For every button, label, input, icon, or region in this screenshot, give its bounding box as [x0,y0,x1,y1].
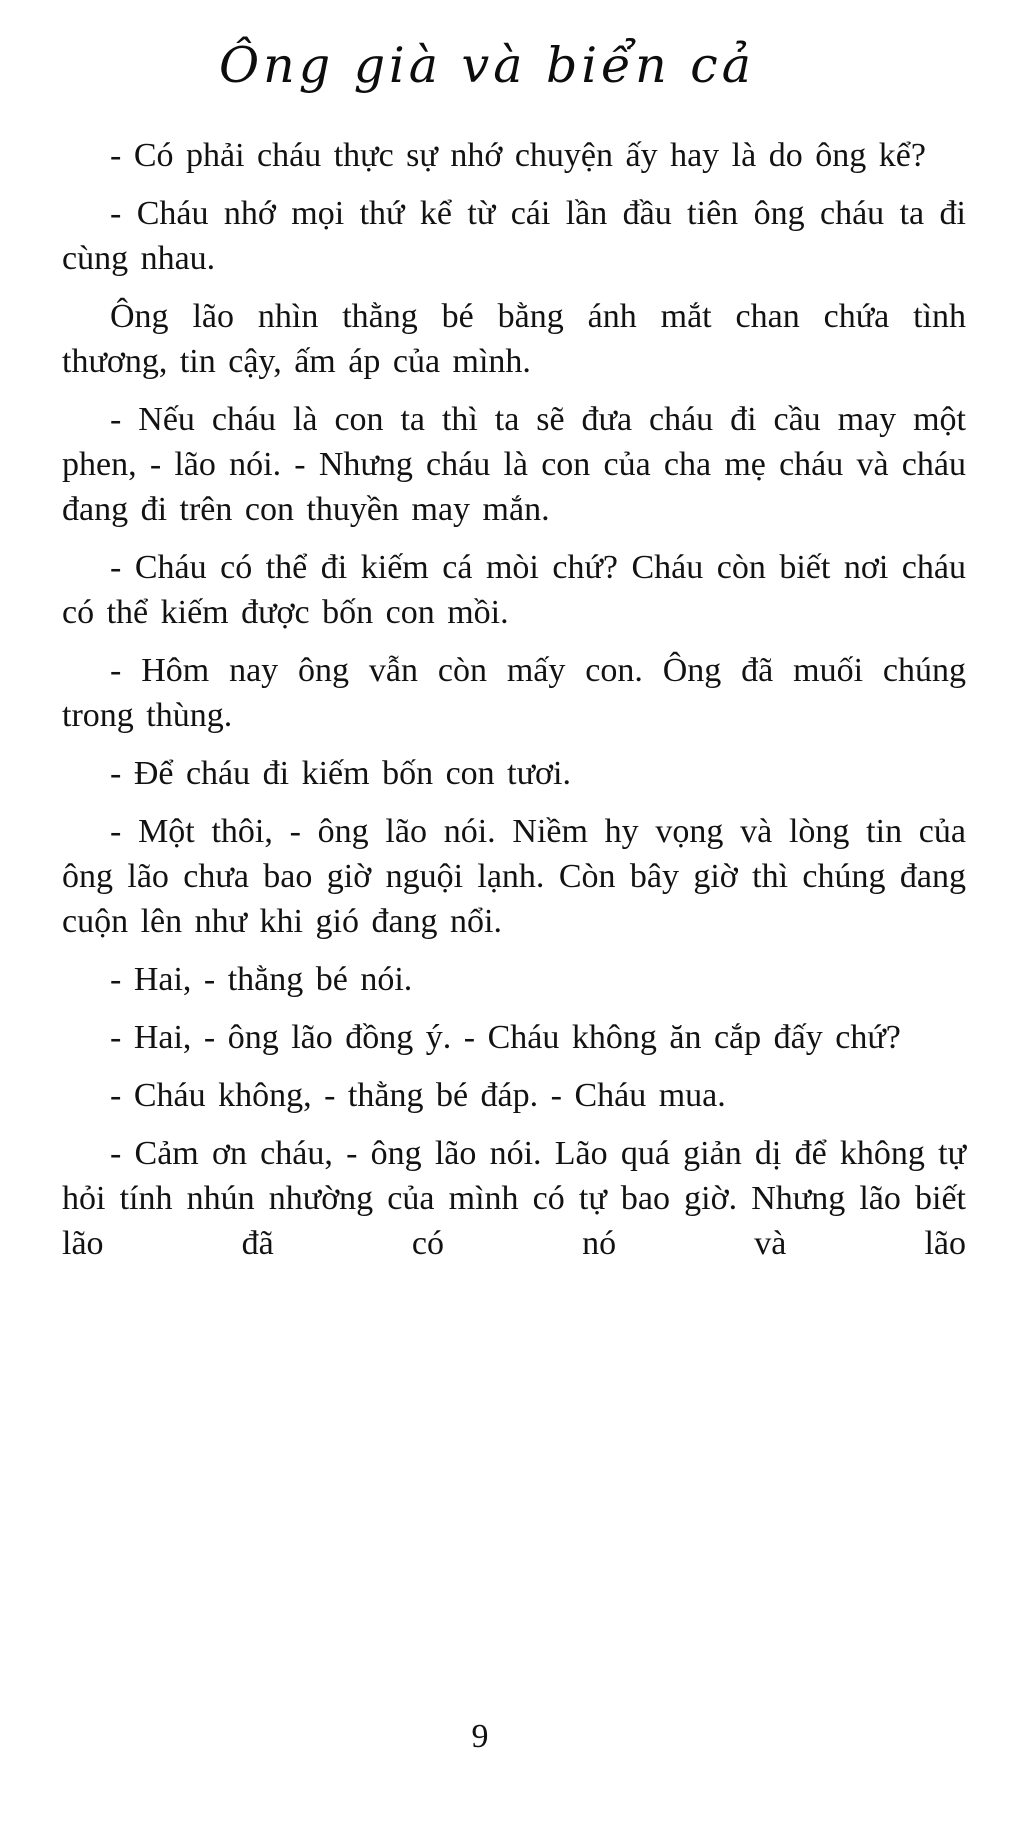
paragraph-6: - Hôm nay ông vẫn còn mấy con. Ông đã muối chúng trong thùng. [62,652,966,735]
paragraph-1: - Có phải cháu thực sự nhớ chuyện ấy hay là do ông kể? [110,137,926,175]
paragraph-8: - Một thôi, - ông lão nói. Niềm hy vọng và lòng tin của ông lão chưa bao giờ nguội lạnh. Còn bây giờ thì chúng đang cuộn lên như khi gió đang nổi. [62,813,966,941]
paragraph-9: - Hai, - thằng bé nói. [110,961,413,999]
paragraph-7: - Để cháu đi kiếm bốn con tươi. [110,755,571,793]
paragraph-4: - Nếu cháu là con ta thì ta sẽ đưa cháu đi cầu may một phen, - lão nói. - Nhưng cháu là con của cha mẹ cháu và cháu đang đi trên con thuyền may mắn. [62,401,966,529]
paragraph-5: - Cháu có thể đi kiếm cá mòi chứ? Cháu còn biết nơi cháu có thể kiếm được bốn con mồi. [62,549,966,632]
page-number: 9 [471,1718,489,1755]
paragraph-2: - Cháu nhớ mọi thứ kể từ cái lần đầu tiên ông cháu ta đi cùng nhau. [62,195,966,278]
paragraph-10: - Hai, - ông lão đồng ý. - Cháu không ăn cắp đấy chứ? [110,1019,901,1057]
paragraph-11: - Cháu không, - thằng bé đáp. - Cháu mua. [110,1077,726,1115]
paragraph-12: - Cảm ơn cháu, - ông lão nói. Lão quá giản dị để không tự hỏi tính nhún nhường của mình có tự bao giờ. Nhưng lão biết lão đã có nó và lão [62,1135,966,1263]
page-title: Ông già và biển cả [219,37,755,94]
page-content [62,120,966,1266]
paragraph-3: Ông lão nhìn thằng bé bằng ánh mắt chan chứa tình thương, tin cậy, ấm áp của mình. [62,298,966,381]
